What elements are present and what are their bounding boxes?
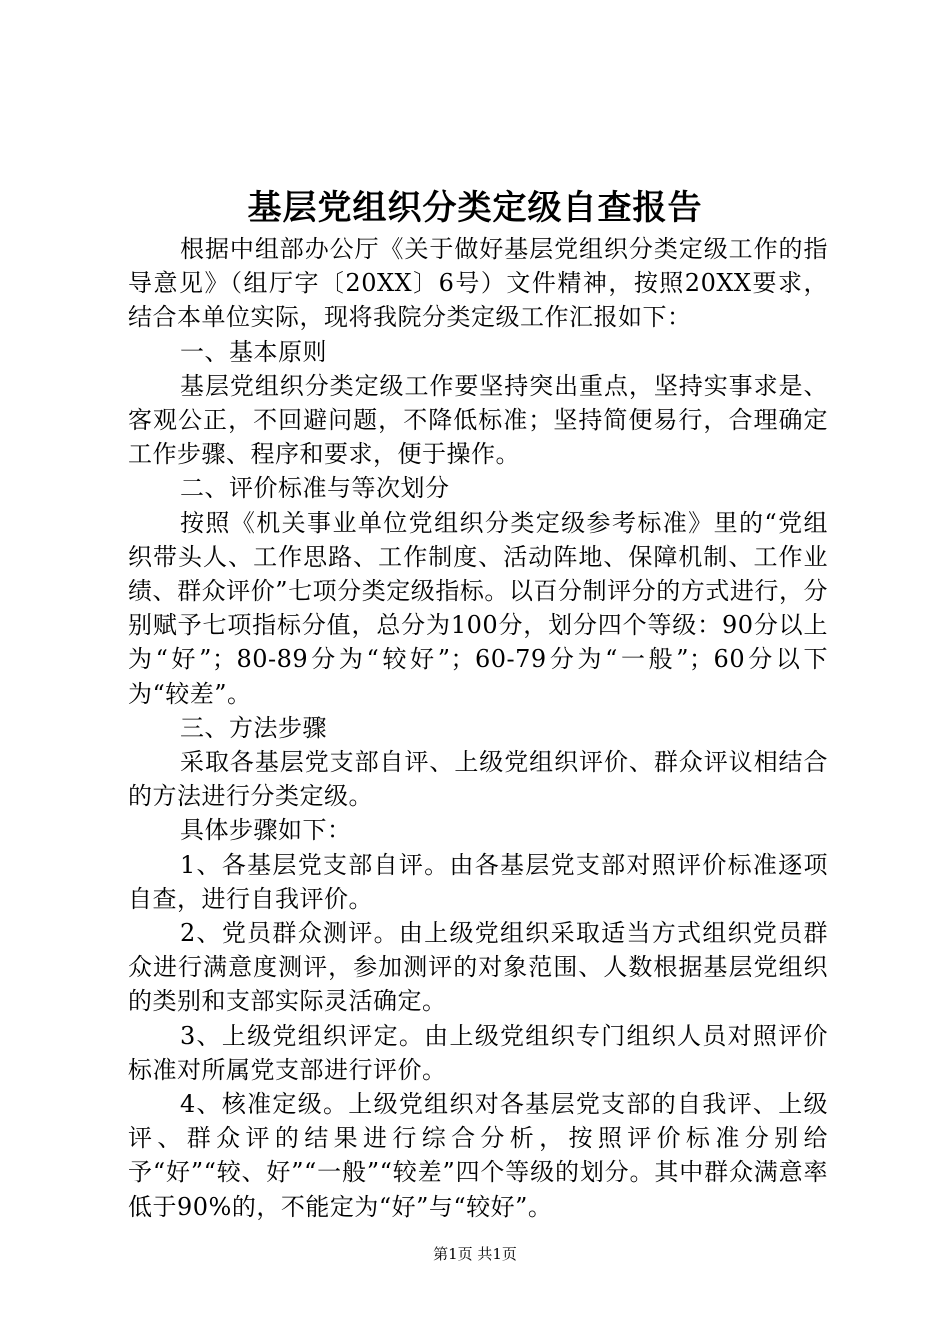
steps-intro: 具体步骤如下： [180, 816, 352, 845]
method-paragraph: 采取各基层党支部自评、上级党组织评价、群众评议相结合的方法进行分类定级。 [128, 748, 828, 811]
step-1-paragraph: 1、各基层党支部自评。由各基层党支部对照评价标准逐项自查，进行自我评价。 [128, 850, 828, 913]
basic-principles-paragraph: 基层党组织分类定级工作要坚持突出重点，坚持实事求是、客观公正，不回避问题，不降低标准；坚持简便易行，合理确定工作步骤、程序和要求，便于操作。 [128, 371, 828, 469]
document-body [128, 232, 828, 1224]
evaluation-standards-paragraph: 按照《机关事业单位党组织分类定级参考标准》里的“党组织带头人、工作思路、工作制度、活动阵地、保障机制、工作业绩、群众评价”七项分类定级指标。以百分制评分的方式进行，分别赋予七项指标分值，总分为100分，划分四个等级：90分以上为“好”；80-89分为“较好”；60-79分为“一般”；60分以下为“较差”。 [128, 508, 828, 708]
step-3-paragraph: 3、上级党组织评定。由上级党组织专门组织人员对照评价标准对所属党支部进行评价。 [128, 1021, 828, 1084]
intro-paragraph: 根据中组部办公厅《关于做好基层党组织分类定级工作的指导意见》（组厅字〔20XX〕6号）文件精神，按照20XX要求，结合本单位实际，现将我院分类定级工作汇报如下： [128, 235, 828, 332]
page-footer: 第1页 共1页 [433, 1245, 517, 1263]
section-heading-evaluation-standards: 二、评价标准与等次划分 [180, 474, 450, 503]
section-heading-basic-principles: 一、基本原则 [180, 337, 327, 366]
section-heading-method-steps: 三、方法步骤 [180, 713, 327, 742]
step-4-paragraph: 4、核准定级。上级党组织对各基层党支部的自我评、上级评、群众评的结果进行综合分析，按照评价标准分别给予“好”“较、好”“一般”“较差”四个等级的划分。其中群众满意率低于90%的，不能定为“好”与“较好”。 [128, 1090, 828, 1221]
document-title: 基层党组织分类定级自查报告 [247, 188, 703, 228]
step-2-paragraph: 2、党员群众测评。由上级党组织采取适当方式组织党员群众进行满意度测评，参加测评的对象范围、人数根据基层党组织的类别和支部实际灵活确定。 [128, 919, 828, 1016]
